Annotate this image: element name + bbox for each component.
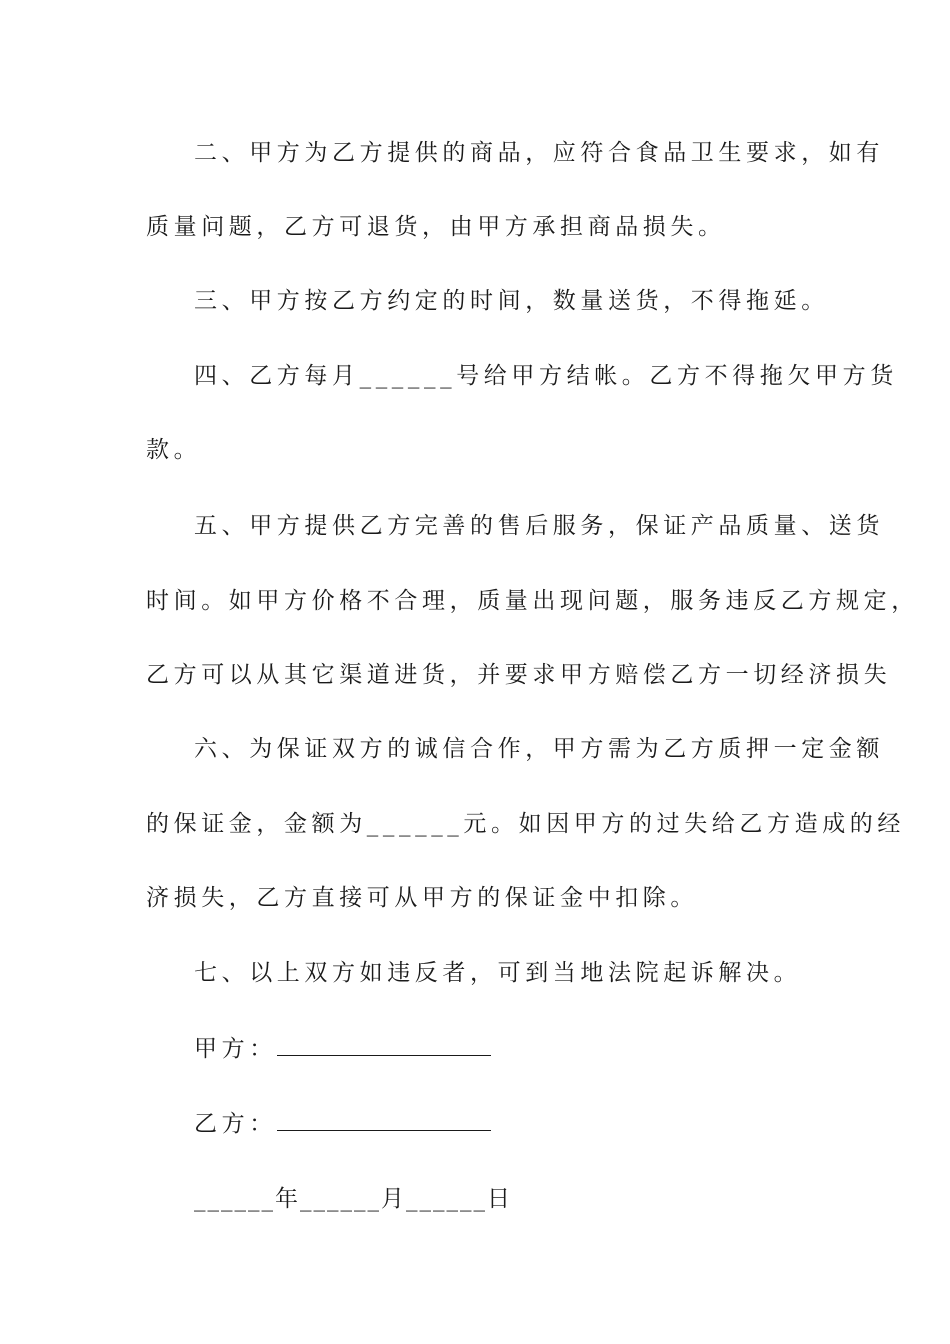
party-a-label: 甲方： bbox=[194, 1036, 277, 1062]
clause-4-line-1: 四、乙方每月______号给甲方结帐。乙方不得拖欠甲方货 bbox=[194, 363, 898, 389]
date-line: ______年______月______日 bbox=[194, 1186, 512, 1212]
clause-5-line-2: 时间。如甲方价格不合理，质量出现问题，服务违反乙方规定， bbox=[146, 588, 919, 614]
party-a-signature bbox=[194, 1033, 864, 1065]
clause-6-line-1: 六、为保证双方的诚信合作，甲方需为乙方质押一定金额 bbox=[194, 736, 884, 762]
clause-6-line-3: 济损失，乙方直接可从甲方的保证金中扣除。 bbox=[146, 885, 698, 911]
clause-2-line-2: 质量问题，乙方可退货，由甲方承担商品损失。 bbox=[146, 214, 726, 240]
party-b-signature bbox=[194, 1108, 864, 1140]
clause-4-line-2: 款。 bbox=[146, 437, 202, 463]
party-b-signature-field bbox=[277, 1108, 491, 1131]
clause-6-line-2: 的保证金，金额为______元。如因甲方的过失给乙方造成的经 bbox=[146, 811, 905, 837]
party-b-label: 乙方： bbox=[194, 1111, 277, 1137]
clause-5-line-3: 乙方可以从其它渠道进货，并要求甲方赔偿乙方一切经济损失 bbox=[146, 662, 892, 688]
clause-2-line-1: 二、甲方为乙方提供的商品，应符合食品卫生要求，如有 bbox=[194, 140, 884, 166]
clause-3-line-1: 三、甲方按乙方约定的时间，数量送货，不得拖延。 bbox=[194, 288, 829, 314]
party-a-signature-field bbox=[277, 1033, 491, 1056]
clause-5-line-1: 五、甲方提供乙方完善的售后服务，保证产品质量、送货 bbox=[194, 513, 884, 539]
clause-7-line-1: 七、以上双方如违反者，可到当地法院起诉解决。 bbox=[194, 960, 802, 986]
